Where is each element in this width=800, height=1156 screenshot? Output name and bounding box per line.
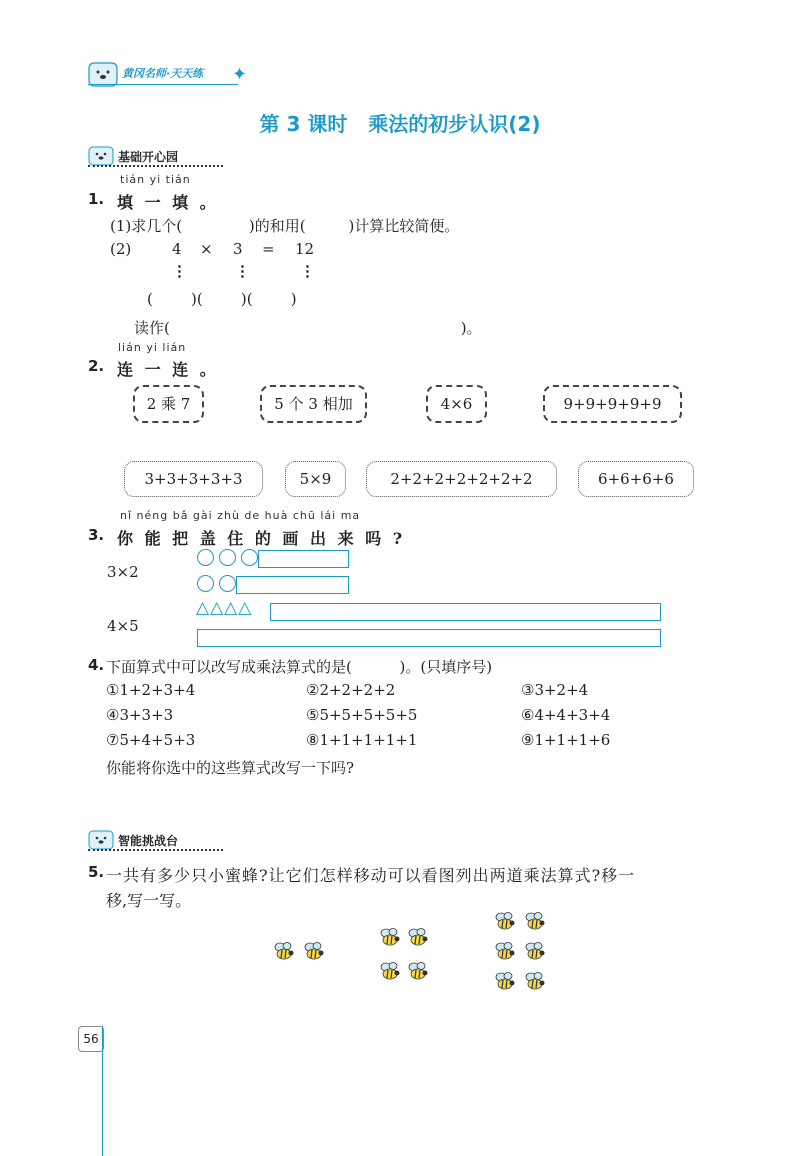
q1-pinyin: tián yi tián [120, 173, 191, 186]
q4-number: 4. [88, 656, 105, 674]
q4-title[interactable]: 下面算式中可以改写成乘法算式的是( )。(只填序号) [106, 658, 493, 676]
bee-icon [302, 942, 326, 962]
q1-eq-equals: = [262, 240, 275, 258]
q1-line1: (1)求几个( )的和用( )计算比较简便。 [110, 217, 460, 235]
q1-title: 填 一 填 。 [117, 193, 219, 212]
match-top-1[interactable]: 2 乘 7 [133, 385, 204, 423]
match-top-3[interactable]: 4×6 [426, 385, 487, 423]
q5-number: 5. [88, 863, 105, 881]
match-bottom-1[interactable]: 3+3+3+3+3 [124, 461, 263, 497]
cover-rect-3[interactable] [270, 603, 661, 621]
bee-icon [523, 972, 547, 992]
bee-icon [493, 912, 517, 932]
q1-read-as[interactable]: 读作( )。 [134, 319, 482, 337]
section-challenge-label: 智能挑战台 [118, 834, 179, 848]
q3-number: 3. [88, 526, 105, 544]
q4-item: ⑤5+5+5+5+5 [306, 706, 418, 724]
section-challenge [88, 829, 223, 851]
q1-eq-result: 12 [295, 240, 315, 258]
q4-item: ⑦5+4+5+3 [106, 731, 196, 749]
circle-shape [219, 549, 236, 566]
match-bottom-4[interactable]: 6+6+6+6 [578, 461, 694, 497]
section-basic [88, 145, 223, 167]
bear-icon [88, 829, 114, 851]
cover-rect-1[interactable] [258, 550, 349, 568]
q4-item: ④3+3+3 [106, 706, 174, 724]
q1-answer-blanks[interactable]: ( )( )( ) [147, 290, 297, 308]
q2-number: 2. [88, 357, 105, 375]
bee-icon [378, 962, 402, 982]
cover-rect-4[interactable] [197, 629, 661, 647]
q4-item: ⑥4+4+3+4 [521, 706, 611, 724]
q3-row-2 [197, 575, 236, 596]
q4-item: ⑧1+1+1+1+1 [306, 731, 418, 749]
bee-icon [523, 912, 547, 932]
circle-shape [197, 549, 214, 566]
q4-item: ①1+2+3+4 [106, 681, 196, 699]
q4-follow-up: 你能将你选中的这些算式改写一下吗? [106, 759, 355, 777]
circle-shape [197, 575, 214, 592]
q1-eq-times: × [200, 240, 213, 258]
sparkle-icon: ✦ [232, 64, 248, 85]
q1-number: 1. [88, 190, 105, 208]
q1-eq-b: 3 [233, 240, 243, 258]
section-basic-label: 基础开心园 [118, 150, 179, 164]
q4-item: ⑨1+1+1+6 [521, 731, 611, 749]
bee-icon [523, 942, 547, 962]
page-number-box [78, 1026, 104, 1052]
bear-icon [88, 145, 114, 167]
q1-dot-a: ⋮ [172, 262, 187, 280]
q2-pinyin: lián yi lián [118, 341, 187, 354]
q4-item: ③3+2+4 [521, 681, 589, 699]
bee-icon [378, 928, 402, 948]
q1-dot-c: ⋮ [300, 262, 315, 280]
match-top-2[interactable]: 5 个 3 相加 [260, 385, 367, 423]
q3-label-2: 4×5 [107, 617, 139, 635]
header-brand: 黄冈名师·天天练 [122, 67, 204, 80]
bee-icon [493, 972, 517, 992]
match-bottom-2[interactable]: 5×9 [285, 461, 346, 497]
q1-dot-b: ⋮ [235, 262, 250, 280]
cover-rect-2[interactable] [236, 576, 349, 594]
q5-line1: 一共有多少只小蜜蜂?让它们怎样移动可以看图列出两道乘法算式?移一 [106, 866, 636, 885]
header-line [88, 84, 238, 85]
q3-pinyin: nǐ néng bǎ gài zhù de huà chū lái ma [120, 509, 361, 522]
circle-shape [241, 549, 258, 566]
q3-row-1 [197, 549, 258, 570]
bee-icon [406, 962, 430, 982]
lesson-title: 第 3 课时 乘法的初步认识(2) [259, 112, 541, 136]
bee-icon [272, 942, 296, 962]
q1-line2-label: (2) [110, 240, 132, 258]
q5-line2: 移,写一写。 [106, 891, 192, 910]
page-number: 56 [83, 1032, 99, 1046]
q4-item: ②2+2+2+2 [306, 681, 396, 699]
q3-label-1: 3×2 [107, 563, 139, 581]
bee-icon [406, 928, 430, 948]
q2-title: 连 一 连 。 [117, 360, 219, 379]
bee-icon [493, 942, 517, 962]
match-bottom-3[interactable]: 2+2+2+2+2+2+2 [366, 461, 557, 497]
q3-title: 你 能 把 盖 住 的 画 出 来 吗 ? [117, 529, 406, 548]
circle-shape [219, 575, 236, 592]
match-top-4[interactable]: 9+9+9+9+9 [543, 385, 682, 423]
q3-triangles: △△△△ [196, 598, 253, 618]
q1-eq-a: 4 [172, 240, 182, 258]
